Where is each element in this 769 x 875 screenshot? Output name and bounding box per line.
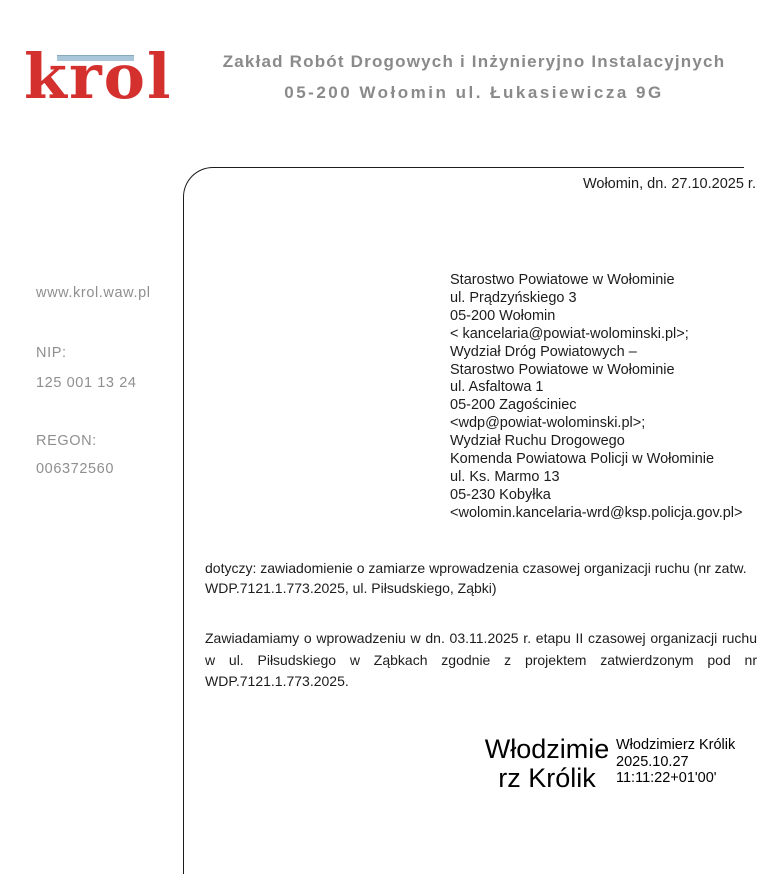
company-address: 05-200 Wołomin ul. Łukasiewicza 9G <box>284 83 664 102</box>
letter-date: Wołomin, dn. 27.10.2025 r. <box>582 176 756 192</box>
recipient-line: ul. Asfaltowa 1 <box>450 379 544 396</box>
nip-value: 125 001 13 24 <box>36 375 137 391</box>
recipient-line: Starostwo Powiatowe w Wołominie <box>450 361 675 378</box>
nip-label: NIP: <box>36 345 67 361</box>
recipient-line: Wydział Ruchu Drogowego <box>450 433 625 450</box>
recipient-line: 05-200 Wołomin <box>450 307 556 324</box>
recipient-line: Wydział Dróg Powiatowych – <box>450 343 637 360</box>
signature-stamp-details <box>616 737 735 787</box>
company-name: Zakład Robót Drogowych i Inżynieryjno Instalacyjnych <box>222 52 726 71</box>
regon-label: REGON: <box>36 433 97 449</box>
company-logo: krol <box>24 40 173 113</box>
recipient-line: Komenda Powiatowa Policji w Wołominie <box>450 451 715 468</box>
subject-block <box>205 558 747 598</box>
signature-time: 11:11:22+01'00' <box>616 770 717 786</box>
recipient-line: <wolomin.kancelaria-wrd@ksp.policja.gov.pl> <box>450 504 743 521</box>
website-url: www.krol.waw.pl <box>36 285 151 301</box>
recipient-line: <wdp@powiat-wolominski.pl>; <box>450 415 646 432</box>
recipient-line: ul. Prądzyńskiego 3 <box>450 289 577 306</box>
recipient-line: 05-230 Kobyłka <box>450 486 551 503</box>
recipients-block <box>450 272 743 523</box>
body-line: Zawiadamiamy o wprowadzeniu w dn. 03.11.2025 r. etapu II czasowej organizacji ruchu <box>205 630 757 646</box>
signature-stamp-name <box>468 735 626 793</box>
body-paragraph <box>205 628 757 693</box>
signer-name: Włodzimierz Królik <box>616 737 736 753</box>
signature-stamp-line: rz Królik <box>498 763 596 793</box>
signature-stamp-line: Włodzimie <box>484 734 610 764</box>
subject-line: WDP.7121.1.773.2025, ul. Piłsudskiego, Ząbki) <box>205 580 497 596</box>
recipient-line: < kancelaria@powiat-wolominski.pl>; <box>450 325 689 342</box>
regon-value: 006372560 <box>36 461 114 477</box>
body-line: WDP.7121.1.773.2025. <box>205 673 349 689</box>
body-line: w ul. Piłsudskiego w Ząbkach zgodnie z projektem zatwierdzonym pod nr <box>205 651 757 668</box>
letterhead <box>180 50 768 105</box>
recipient-line: Starostwo Powiatowe w Wołominie <box>450 272 675 288</box>
recipient-line: ul. Ks. Marmo 13 <box>450 468 560 485</box>
recipient-line: 05-200 Zagościniec <box>450 397 577 414</box>
signature-date: 2025.10.27 <box>616 753 689 770</box>
subject-line: dotyczy: zawiadomienie o zamiarze wprowadzenia czasowej organizacji ruchu (nr zatw. <box>205 560 747 576</box>
